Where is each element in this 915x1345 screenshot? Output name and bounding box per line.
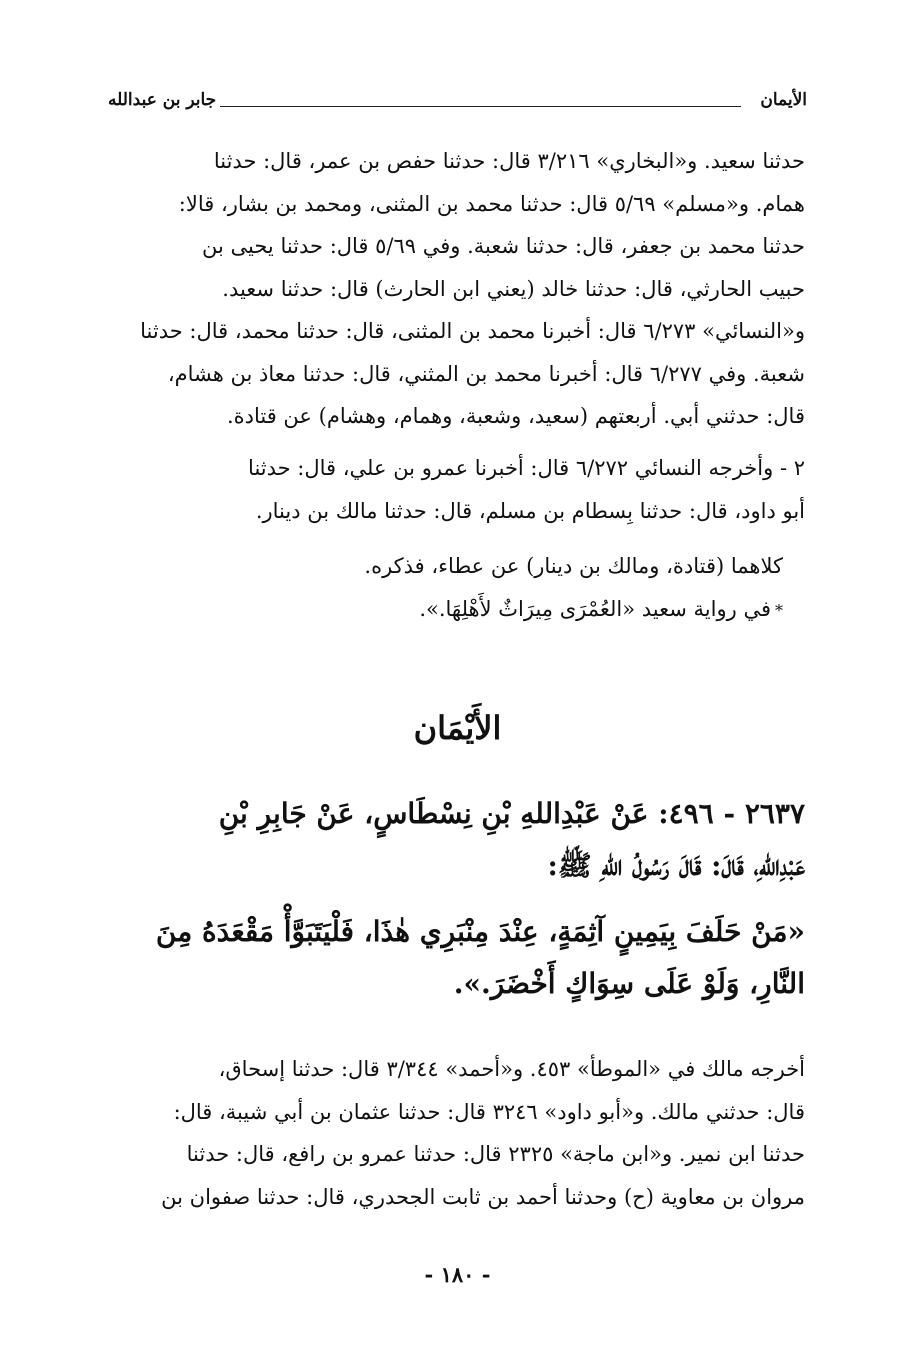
text-line: قال: حدثني أبي. أربعتهم (سعيد، وشعبة، وهمام، وهشام) عن قتادة. [226, 404, 805, 428]
star-marker: * [775, 600, 783, 620]
hadith-line: عَبْدِاللهِ، قَالَ: قَالَ رَسُولُ اللهِ ﷺ: [547, 849, 805, 882]
text-line: و«النسائي» ٦/٢٧٣ قال: أخبرنا محمد بن المثنى، قال: حدثنا محمد، قال: حدثنا [140, 319, 805, 343]
note-line [160, 588, 783, 633]
summary-notes [160, 545, 783, 632]
text-line: ٢ - وأخرجه النسائي ٦/٢٧٢ قال: أخبرنا عمرو بن علي، قال: حدثنا [248, 456, 805, 480]
summary-line: كلاهما (قتادة، ومالك بن دينار) عن عطاء، فذكره. [364, 554, 783, 578]
text-line: حدثنا ابن نمير. و«ابن ماجة» ٢٣٢٥ قال: حدثنا عمرو بن رافع، قال: حدثنا [186, 1142, 805, 1166]
text-line: أبو داود، قال: حدثنا بِسطام بن مسلم، قال: حدثنا مالك بن دينار. [255, 498, 805, 523]
hadith-line: النَّارِ، وَلَوْ عَلَى سِوَاكٍ أَخْضَرَ.». [453, 967, 805, 1000]
note-text: في رواية سعيد «العُمْرَى مِيرَاثٌ لأَهْلِهَا.». [419, 596, 771, 621]
header-section-title: الأيمان [760, 90, 807, 110]
text-line: أخرجه مالك في «الموطأ» ٤٥٣. و«أحمد» ٣/٣٤٤ قال: حدثنا إسحاق، [218, 1057, 805, 1081]
hadith-line: «مَنْ حَلَفَ بِيَمِينٍ آثِمَةٍ، عِنْدَ مِنْبَرِي هٰذَا، فَلْيَتَبَوَّأْ مَقْعَدَهُ مِنَ [155, 915, 805, 948]
text-line: مروان بن معاوية (ح) وحدثنا أحمد بن ثابت الجحدري، قال: حدثنا صفوان بن [161, 1184, 805, 1209]
hadith-matn [96, 906, 805, 1010]
text-line: حبيب الحارثي، قال: حدثنا خالد (يعني ابن الحارث) قال: حدثنا سعيد. [222, 276, 805, 301]
header-rule [220, 106, 741, 107]
text-line: همام. و«مسلم» ٥/٦٩ قال: حدثنا محمد بن المثنى، ومحمد بن بشار، قالا: [178, 191, 805, 216]
takhrij-block [96, 1048, 805, 1218]
text-line: شعبة. وفي ٦/٢٧٧ قال: أخبرنا محمد بن المثني، قال: حدثنا معاذ بن هشام، [167, 361, 805, 386]
header-narrator: جابر بن عبدالله [108, 90, 217, 110]
hadith-isnad [96, 788, 805, 892]
running-header [108, 90, 807, 116]
takhrij-second-route [96, 447, 805, 532]
page-number: - ١٨٠ - [424, 1262, 491, 1287]
hadith-line: ٢٦٣٧ - ٤٩٦: عَنْ عَبْدِاللهِ بْنِ نِسْطَاسٍ، عَنْ جَابِرِ بْنِ [218, 797, 805, 830]
section-heading: الأَيْمَان [413, 709, 502, 747]
text-line: حدثنا محمد بن جعفر، قال: حدثنا شعبة. وفي ٥/٦٩ قال: حدثنا يحيى بن [202, 234, 805, 258]
text-line: حدثنا سعيد. و«البخاري» ٣/٢١٦ قال: حدثنا حفص بن عمر، قال: حدثنا [213, 149, 805, 173]
text-line: قال: حدثني مالك. و«أبو داود» ٣٢٤٦ قال: حدثنا عثمان بن أبي شيبة، قال: [173, 1099, 805, 1124]
takhrij-continuation [96, 140, 805, 438]
